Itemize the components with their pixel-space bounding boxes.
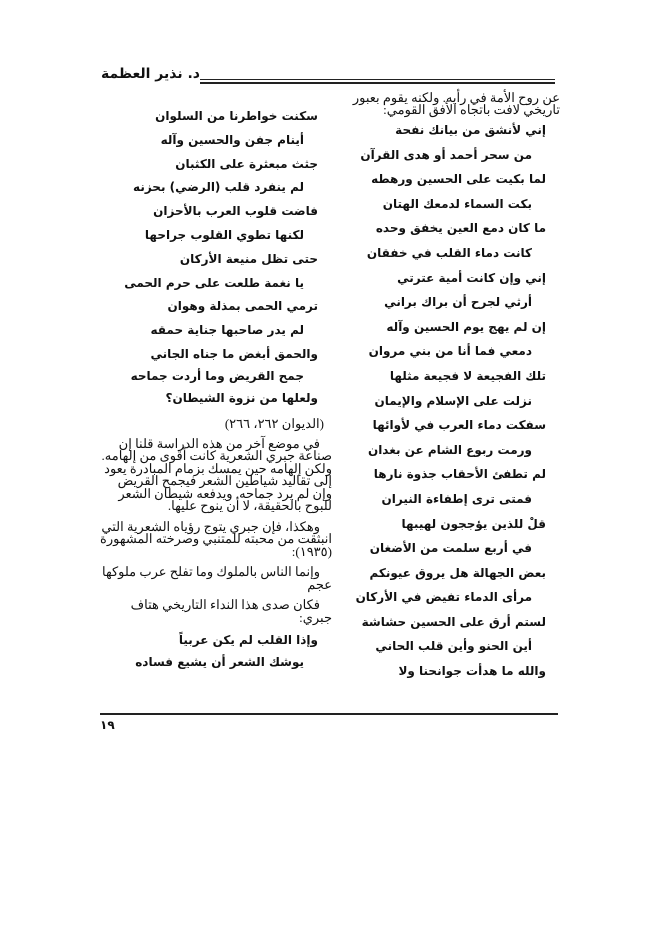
verse-line: لم ينفرد قلب (الرضي) بحزنه xyxy=(133,180,304,195)
verse-line: يا نغمة طلعت على حرم الحمى xyxy=(124,275,304,290)
verse-line: حتى تظل منيعة الأركان xyxy=(179,251,318,266)
verse-line: دمعي فما أنا من بني مروان xyxy=(368,344,532,359)
right-column xyxy=(342,92,560,688)
verse-line: مرأى الدماء تفيض في الأركان xyxy=(355,590,532,605)
verse-line: لم تطفئ الأحقاب جذوة نارها xyxy=(373,467,546,482)
verse-line: يوشك الشعر أن يشيع فساده xyxy=(135,655,304,670)
verse-line: جثث مبعثرة على الكثبان xyxy=(175,156,318,171)
page-number: ١٩ xyxy=(100,718,115,732)
verse-line: ترمي الحمى بمذلة وهوان xyxy=(167,299,318,314)
verse-line: فمتى ترى إطفاءة النيران xyxy=(381,491,532,506)
running-head: د. نذير العظمة xyxy=(100,66,200,82)
header-rule-thick xyxy=(200,82,555,84)
verse-line: لستم أرق على الحسين حشاشة xyxy=(361,614,546,629)
header-rule xyxy=(200,79,555,80)
verse-line: لما بكيت على الحسين ورهطه xyxy=(371,172,546,187)
verse-line: أين الحنو وأين قلب الحاني xyxy=(375,639,532,654)
verse-line: في أربع سلمت من الأضغان xyxy=(369,541,532,556)
verse-line: إني لأنشق من بيانك نفحة xyxy=(395,123,546,137)
body-paragraph: في موضع آخر من هذه الدراسة قلنا إن صناعة جبري الشعرية كانت أقوى من إلهامه. ولكن إلهامه حين يمسك بزمام المبادرة يعود إلى تقاليد شياطين الشعر فيجمح القريض وإن لم يرد جماحه. ويدفعه شيطان الشعر للبوح بالحقيقة، لا أن ينوح عليها. xyxy=(101,435,332,514)
body-paragraph: وهكذا، فإن جبري يتوج رؤياه الشعرية التي انبثقت من محبته للمتنبي وصرخته المشهورة (١٩٣٥): xyxy=(100,518,332,559)
verse-line: وإذا القلب لم يكن عربياً xyxy=(178,633,318,648)
verse-line: قلْ للذين يؤججون لهيبها xyxy=(401,516,546,531)
verse-line: جمح القريض وما أردت جماحه xyxy=(130,368,304,383)
left-column xyxy=(100,108,332,676)
verse-line: ولعلها من نزوة الشيطان؟ xyxy=(165,390,318,405)
footer-rule xyxy=(100,713,558,715)
verse-line: والله ما هدأت جوانحنا ولا xyxy=(398,664,546,679)
verse-line: ما كان دمع العين يخفق وحده xyxy=(375,221,546,236)
quoted-line: وإنما الناس بالملوك وما تفلح عرب ملوكها عجم xyxy=(102,564,332,592)
verse-line: سفكت دماء العرب في لأوائها xyxy=(372,418,546,433)
verse-line: أرثي لجرح أن براك براني xyxy=(384,295,532,310)
verse-line: تلك الفجيعة لا فجيعة مثلها xyxy=(389,368,546,383)
citation: (الديوان ٢٦٢، ٢٦٦) xyxy=(224,415,324,431)
verse-line: بعض الجهالة هل يروق عيونكم xyxy=(369,565,546,580)
verse-line: من سحر أحمد أو هدى القرآن xyxy=(360,147,532,162)
verse-line: لم يدر صاحبها جناية حمقه xyxy=(150,323,304,338)
verse-line: إني وإن كانت أمية عترتي xyxy=(397,270,546,285)
verse-line: والحمق أبغض ما جناه الجاني xyxy=(150,346,318,361)
verse-line: إن لم يهج يوم الحسين وآله xyxy=(386,319,546,334)
verse-line: أينام جفن والحسين وآله xyxy=(160,132,304,147)
verse-line: لكنها تطوي القلوب جراحها xyxy=(144,227,304,242)
verse-line: فاضت قلوب العرب بالأحزان xyxy=(153,204,318,219)
verse-line: سكنت خواطرنا من السلوان xyxy=(155,109,318,123)
verse-line: ورمت ربوع الشام عن بغدان xyxy=(367,442,532,457)
verse-line: بكت السماء لدمعك الهتان xyxy=(382,196,532,211)
verse-line: نزلت على الإسلام والإيمان xyxy=(374,393,532,408)
intro-text: عن روح الأمة في رأيه. ولكنه يقوم بعبور تاريخي لافت باتجاه الأفق القومي: xyxy=(352,90,560,117)
body-paragraph: فكان صدى هذا النداء التاريخي هتاف جبري: xyxy=(130,597,332,625)
verse-line: كانت دماء القلب في خفقان xyxy=(366,245,532,260)
